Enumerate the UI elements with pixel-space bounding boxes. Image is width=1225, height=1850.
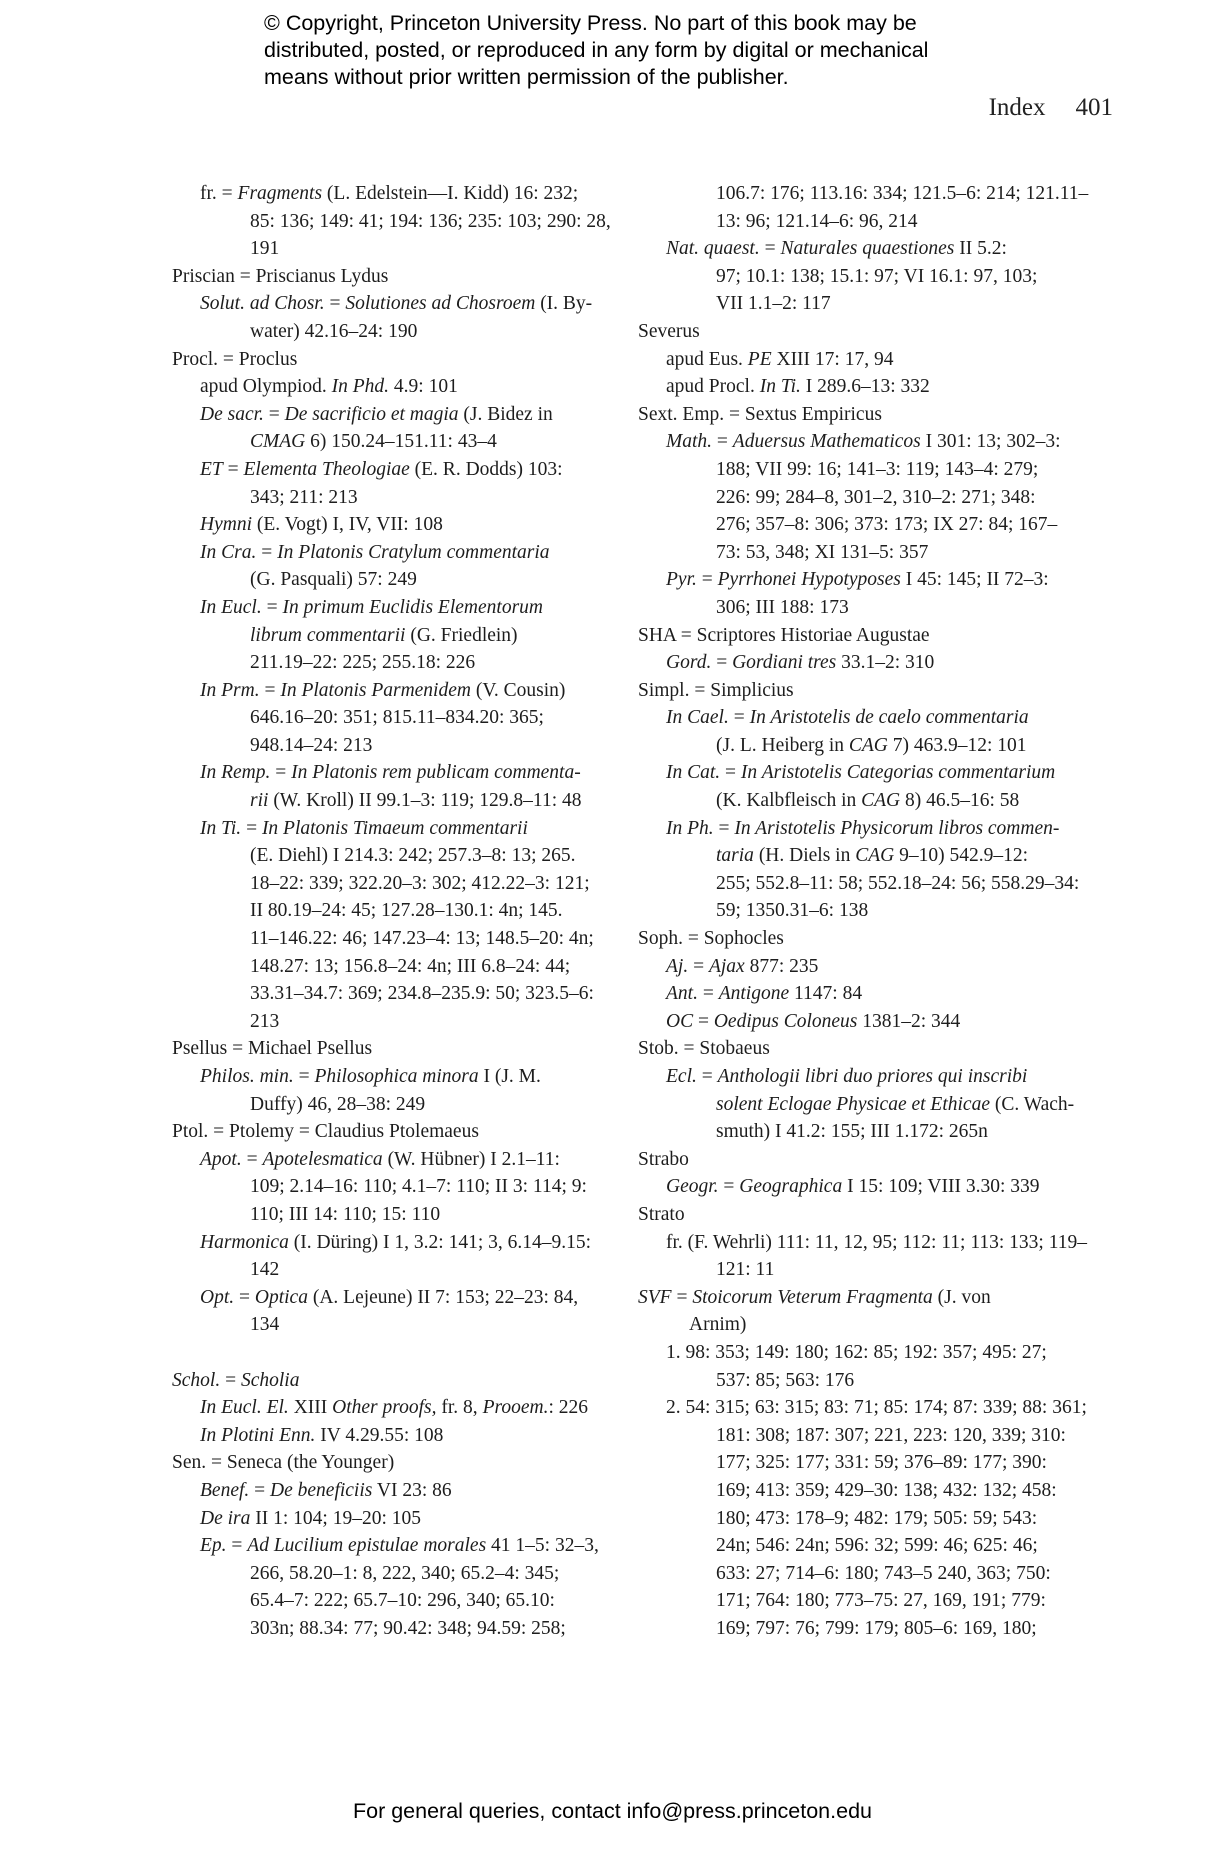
index-entry-line: 537: 85; 563: 176: [716, 1369, 855, 1391]
index-entry-line: In Ph. = In Aristotelis Physicorum libros commen-: [666, 817, 1060, 839]
index-entry-line: De ira II 1: 104; 19–20: 105: [200, 1507, 421, 1529]
index-entry-line: 142: [250, 1259, 280, 1281]
index-entry-line: 171; 764: 180; 773–75: 27, 169, 191; 779:: [716, 1590, 1046, 1612]
index-entry-line: 191: [250, 238, 280, 260]
index-entry-line: Opt. = Optica (A. Lejeune) II 7: 153; 22–23: 84,: [200, 1286, 579, 1308]
index-entry-line: In Ti. = In Platonis Timaeum commentarii: [200, 817, 528, 839]
index-entry-line: In Cael. = In Aristotelis de caelo commentaria: [666, 707, 1029, 729]
index-entry-line: 226: 99; 284–8, 301–2, 310–2: 271; 348:: [716, 486, 1036, 508]
index-entry-line: apud Eus. PE XIII 17: 17, 94: [666, 348, 894, 370]
index-entry-line: Ep. = Ad Lucilium epistulae morales 41 1–5: 32–3,: [200, 1535, 599, 1557]
copyright-line: © Copyright, Princeton University Press. No part of this book may be: [264, 11, 917, 35]
index-entry-line: 213: [250, 1010, 280, 1032]
index-heading: SHA = Scriptores Historiae Augustae: [638, 624, 930, 646]
index-column-right: [638, 180, 1108, 1642]
index-entry-line: 343; 211: 213: [250, 486, 358, 508]
index-entry-line: In Plotini Enn. IV 4.29.55: 108: [200, 1424, 444, 1446]
index-entry-line: 188; VII 99: 16; 141–3: 119; 143–4: 279;: [716, 458, 1039, 480]
index-entry-line: smuth) I 41.2: 155; III 1.172: 265n: [716, 1121, 988, 1143]
index-entry-line: 18–22: 339; 322.20–3: 302; 412.22–3: 121;: [250, 872, 590, 894]
index-entry-line: Duffy) 46, 28–38: 249: [250, 1093, 426, 1115]
index-entry-line: Arnim): [689, 1314, 747, 1336]
index-entry-line: 121: 11: [716, 1259, 775, 1281]
index-entry-line: 24n; 546: 24n; 596: 32; 599: 46; 625: 46;: [716, 1535, 1038, 1557]
index-entry-line: Math. = Aduersus Mathematicos I 301: 13; 302–3:: [666, 431, 1061, 453]
index-entry-line: 948.14–24: 213: [250, 734, 373, 756]
copyright-notice: [264, 10, 1024, 91]
index-entry-line: In Prm. = In Platonis Parmenidem (V. Cousin): [200, 679, 566, 701]
index-entry-line: 255; 552.8–11: 58; 552.18–24: 56; 558.29–34:: [716, 872, 1080, 894]
index-entry-line: 303n; 88.34: 77; 90.42: 348; 94.59: 258;: [250, 1617, 566, 1639]
index-entry-line: 276; 357–8: 306; 373: 173; IX 27: 84; 167–: [716, 514, 1058, 536]
page-number: 401: [1075, 94, 1113, 121]
index-entry-line: II 80.19–24: 45; 127.28–130.1: 4n; 145.: [250, 900, 563, 922]
index-entry-line: fr. (F. Wehrli) 111: 11, 12, 95; 112: 11; 113: 133; 119–: [666, 1231, 1087, 1253]
index-entry-line: In Cat. = In Aristotelis Categorias commentarium: [666, 762, 1056, 784]
index-entry-line: Aj. = Ajax 877: 235: [666, 955, 819, 977]
index-entry-line: 85: 136; 149: 41; 194: 136; 235: 103; 290: 28,: [250, 210, 611, 232]
running-title: Index: [988, 94, 1046, 121]
index-entry-line: (J. L. Heiberg in CAG 7) 463.9–12: 101: [716, 734, 1027, 756]
index-entry-line: 110; III 14: 110; 15: 110: [250, 1203, 441, 1225]
index-entry-line: Solut. ad Chosr. = Solutiones ad Chosroem (I. By-: [200, 293, 593, 315]
index-entry-line: apud Olympiod. In Phd. 4.9: 101: [200, 376, 458, 398]
index-entry-line: De sacr. = De sacrificio et magia (J. Bidez in: [200, 403, 553, 425]
index-entry-line: 148.27: 13; 156.8–24: 4n; III 6.8–24: 44;: [250, 955, 571, 977]
index-entry-line: fr. = Fragments (L. Edelstein—I. Kidd) 16: 232;: [200, 183, 579, 204]
index-entry-line: Ant. = Antigone 1147: 84: [666, 983, 863, 1005]
index-entry-line: Pyr. = Pyrrhonei Hypotyposes I 45: 145; II 72–3:: [666, 569, 1049, 591]
index-entry-line: ET = Elementa Theologiae (E. R. Dodds) 103:: [200, 458, 563, 480]
index-entry-line: Nat. quaest. = Naturales quaestiones II 5.2:: [666, 238, 1007, 260]
index-entry-line: (K. Kalbfleisch in CAG 8) 46.5–16: 58: [716, 790, 1020, 812]
index-entry-line: Harmonica (I. Düring) I 1, 3.2: 141; 3, 6.14–9.15:: [200, 1231, 592, 1253]
index-entry-line: Hymni (E. Vogt) I, IV, VII: 108: [200, 514, 443, 536]
index-heading: Strato: [638, 1203, 685, 1225]
index-heading: Severus: [638, 320, 700, 342]
index-entry-line: 306; III 188: 173: [716, 596, 849, 618]
index-entry-line: In Cra. = In Platonis Cratylum commentaria: [200, 541, 550, 563]
index-entry-line: OC = Oedipus Coloneus 1381–2: 344: [666, 1010, 961, 1032]
index-heading: Priscian = Priscianus Lydus: [172, 265, 389, 287]
index-entry-line: 33.31–34.7: 369; 234.8–235.9: 50; 323.5–6:: [250, 983, 594, 1005]
index-entry-line: In Eucl. = In primum Euclidis Elementorum: [200, 596, 543, 618]
index-entry-line: apud Procl. In Ti. I 289.6–13: 332: [666, 376, 930, 398]
index-heading: Psellus = Michael Psellus: [172, 1038, 373, 1060]
index-entry-line: 109; 2.14–16: 110; 4.1–7: 110; II 3: 114; 9:: [250, 1176, 587, 1198]
index-entry-line: 65.4–7: 222; 65.7–10: 296, 340; 65.10:: [250, 1590, 555, 1612]
index-heading: Soph. = Sophocles: [638, 928, 784, 950]
entry-spacer: [172, 1339, 632, 1367]
index-heading: Sen. = Seneca (the Younger): [172, 1452, 395, 1474]
index-entry-line: Benef. = De beneficiis VI 23: 86: [200, 1479, 452, 1501]
index-heading: Procl. = Proclus: [172, 348, 298, 370]
index-entry-line: VII 1.1–2: 117: [716, 293, 831, 315]
index-heading: Strabo: [638, 1148, 689, 1170]
index-entry-line: 97; 10.1: 138; 15.1: 97; VI 16.1: 97, 103;: [716, 265, 1038, 287]
index-heading: Sext. Emp. = Sextus Empiricus: [638, 403, 882, 425]
copyright-line: means without prior written permission of the publisher.: [264, 65, 789, 89]
index-entry-line: Ecl. = Anthologii libri duo priores qui inscribi: [666, 1066, 1028, 1087]
index-entry-line: 266, 58.20–1: 8, 222, 340; 65.2–4: 345;: [250, 1562, 560, 1584]
index-entry-line: 169; 413: 359; 429–30: 138; 432: 132; 458:: [716, 1479, 1057, 1501]
index-entry-line: Apot. = Apotelesmatica (W. Hübner) I 2.1–11:: [200, 1148, 560, 1170]
index-heading: SVF = Stoicorum Veterum Fragmenta (J. von: [638, 1286, 991, 1308]
index-entry-line: CMAG 6) 150.24–151.11: 43–4: [250, 431, 497, 453]
running-head: [989, 94, 1113, 122]
index-entry-line: 11–146.22: 46; 147.23–4: 13; 148.5–20: 4n;: [250, 928, 594, 950]
index-entry-line: 1. 98: 353; 149: 180; 162: 85; 192: 357; 495: 27;: [666, 1341, 1047, 1363]
index-entry-line: solent Eclogae Physicae et Ethicae (C. Wach-: [716, 1093, 1075, 1115]
index-entry-line: (G. Pasquali) 57: 249: [250, 569, 417, 591]
index-entry-line: In Remp. = In Platonis rem publicam commenta-: [200, 762, 581, 784]
index-entry-line: rii (W. Kroll) II 99.1–3: 119; 129.8–11: 48: [250, 790, 582, 812]
footer-contact: For general queries, contact info@press.princeton.edu: [352, 1799, 872, 1823]
index-entry-line: 106.7: 176; 113.16: 334; 121.5–6: 214; 121.11–: [716, 183, 1089, 204]
index-entry-line: 177; 325: 177; 331: 59; 376–89: 177; 390:: [716, 1452, 1047, 1474]
index-entry-line: Gord. = Gordiani tres 33.1–2: 310: [666, 652, 935, 674]
index-entry-line: Geogr. = Geographica I 15: 109; VIII 3.30: 339: [666, 1176, 1040, 1198]
index-heading: Simpl. = Simplicius: [638, 679, 794, 701]
index-entry-line: taria (H. Diels in CAG 9–10) 542.9–12:: [716, 845, 1029, 867]
index-entry-line: librum commentarii (G. Friedlein): [250, 624, 518, 646]
copyright-line: distributed, posted, or reproduced in any form by digital or mechanical: [264, 38, 929, 62]
index-entry-line: 134: [250, 1314, 280, 1336]
index-entry-line: 2. 54: 315; 63: 315; 83: 71; 85: 174; 87: 339; 88: 361;: [666, 1397, 1087, 1419]
index-entry-line: (E. Diehl) I 214.3: 242; 257.3–8: 13; 265.: [250, 845, 576, 867]
index-entry-line: 13: 96; 121.14–6: 96, 214: [716, 210, 918, 232]
index-entry-line: 59; 1350.31–6: 138: [716, 900, 869, 922]
index-heading: Schol. = Scholia: [172, 1369, 300, 1391]
index-column-left: [172, 180, 632, 1642]
index-entry-line: Philos. min. = Philosophica minora I (J. M.: [200, 1066, 541, 1087]
index-entry-line: 73: 53, 348; XI 131–5: 357: [716, 541, 929, 563]
index-entry-line: 180; 473: 178–9; 482: 179; 505: 59; 543:: [716, 1507, 1038, 1529]
index-heading: Stob. = Stobaeus: [638, 1038, 770, 1060]
index-entry-line: In Eucl. El. XIII Other proofs, fr. 8, Prooem.: 226: [200, 1397, 588, 1419]
index-entry-line: water) 42.16–24: 190: [250, 320, 418, 342]
index-heading: Ptol. = Ptolemy = Claudius Ptolemaeus: [172, 1121, 479, 1143]
index-entry-line: 646.16–20: 351; 815.11–834.20: 365;: [250, 707, 544, 729]
index-entry-line: 211.19–22: 225; 255.18: 226: [250, 652, 476, 674]
index-entry-line: 169; 797: 76; 799: 179; 805–6: 169, 180;: [716, 1617, 1037, 1639]
index-entry-line: 181: 308; 187: 307; 221, 223: 120, 339; 310:: [716, 1424, 1066, 1446]
index-entry-line: 633: 27; 714–6: 180; 743–5 240, 363; 750:: [716, 1562, 1051, 1584]
